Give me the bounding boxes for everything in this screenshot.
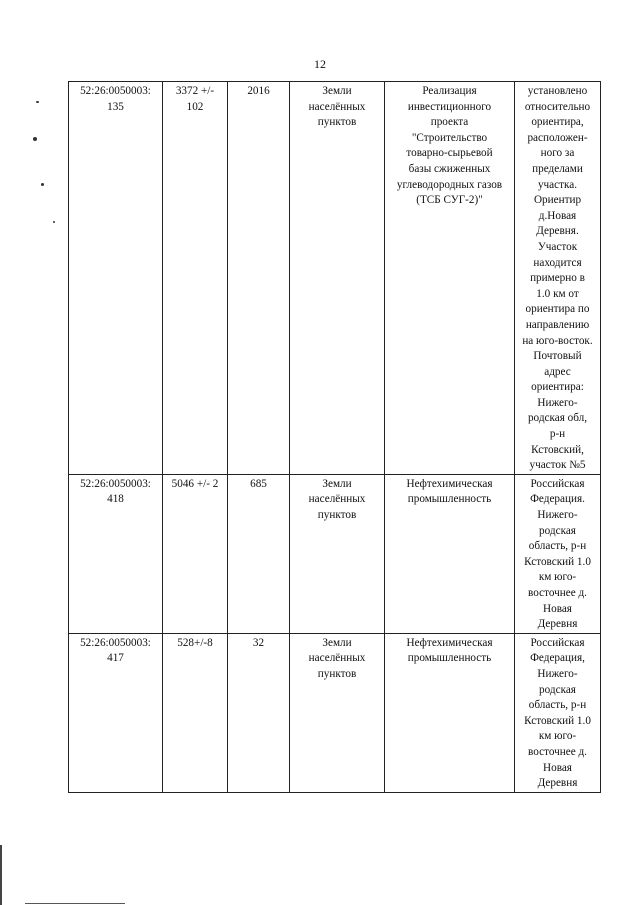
location-cell	[515, 633, 601, 792]
use-cell	[385, 474, 515, 633]
location-cell	[515, 474, 601, 633]
value-number: 32	[252, 636, 265, 649]
category-cell	[290, 474, 385, 633]
use-cell	[385, 633, 515, 792]
margin-dot	[33, 137, 37, 141]
value-cell	[228, 82, 290, 475]
scan-edge-mark	[0, 845, 2, 905]
land-category: Земли населённых пунктов	[308, 477, 366, 522]
area-cell	[163, 474, 228, 633]
location-description: Российская Федерация, Нижего- родская область, р-н Кстовский 1.0 км юго- восточнее д. Новая Деревня	[524, 636, 591, 790]
area-value: 5046 +/- 2	[171, 477, 219, 490]
page-number: 12	[314, 57, 326, 71]
land-plots-table	[68, 81, 601, 793]
cadastral-number-cell	[69, 633, 163, 792]
category-cell	[290, 82, 385, 475]
margin-dot	[36, 101, 39, 103]
value-cell	[228, 633, 290, 792]
value-number: 2016	[247, 85, 270, 97]
location-cell	[515, 82, 601, 475]
area-cell	[163, 633, 228, 792]
land-category: Земли населённых пунктов	[308, 85, 366, 129]
footnote-rule	[25, 903, 125, 904]
table-row	[69, 633, 601, 792]
land-category: Земли населённых пунктов	[308, 636, 366, 680]
cadastral-number: 52:26:0050003: 417	[80, 636, 151, 665]
permitted-use: Нефтехимическая промышленность	[406, 636, 493, 665]
value-cell	[228, 474, 290, 633]
value-number: 685	[250, 477, 267, 490]
permitted-use: Нефтехимическая промышленность	[406, 477, 493, 506]
cadastral-number-cell	[69, 82, 163, 475]
area-value: 3372 +/- 102	[175, 85, 215, 113]
location-description: Российская Федерация. Нижего- родская область, р-н Кстовский 1.0 км юго- восточнее д. Новая Деревня	[524, 477, 591, 631]
table-row	[69, 82, 601, 475]
margin-dot	[53, 221, 55, 223]
area-cell	[163, 82, 228, 475]
permitted-use: Реализация инвестиционного проекта "Строительство товарно-сырьевой базы сжиженных углеводородных газов (ТСБ СУГ-2)"	[396, 85, 503, 207]
table-row	[69, 474, 601, 633]
cadastral-number: 52:26:0050003: 418	[80, 477, 151, 506]
category-cell	[290, 633, 385, 792]
use-cell	[385, 82, 515, 475]
area-value: 528+/-8	[177, 636, 213, 649]
margin-dot	[41, 183, 44, 186]
location-description: установлено относительно ориентира, расположен- ного за пределами участка. Ориентир д.Новая Деревня. Участок находится примерно в 1.0 км от ориентира по направлению на юго-восток. Почтовый адрес ориентира: Нижего- родская обл, р-н Кстовский, участок №5	[522, 85, 593, 472]
cadastral-number-cell	[69, 474, 163, 633]
cadastral-number: 52:26:0050003: 135	[80, 85, 151, 113]
